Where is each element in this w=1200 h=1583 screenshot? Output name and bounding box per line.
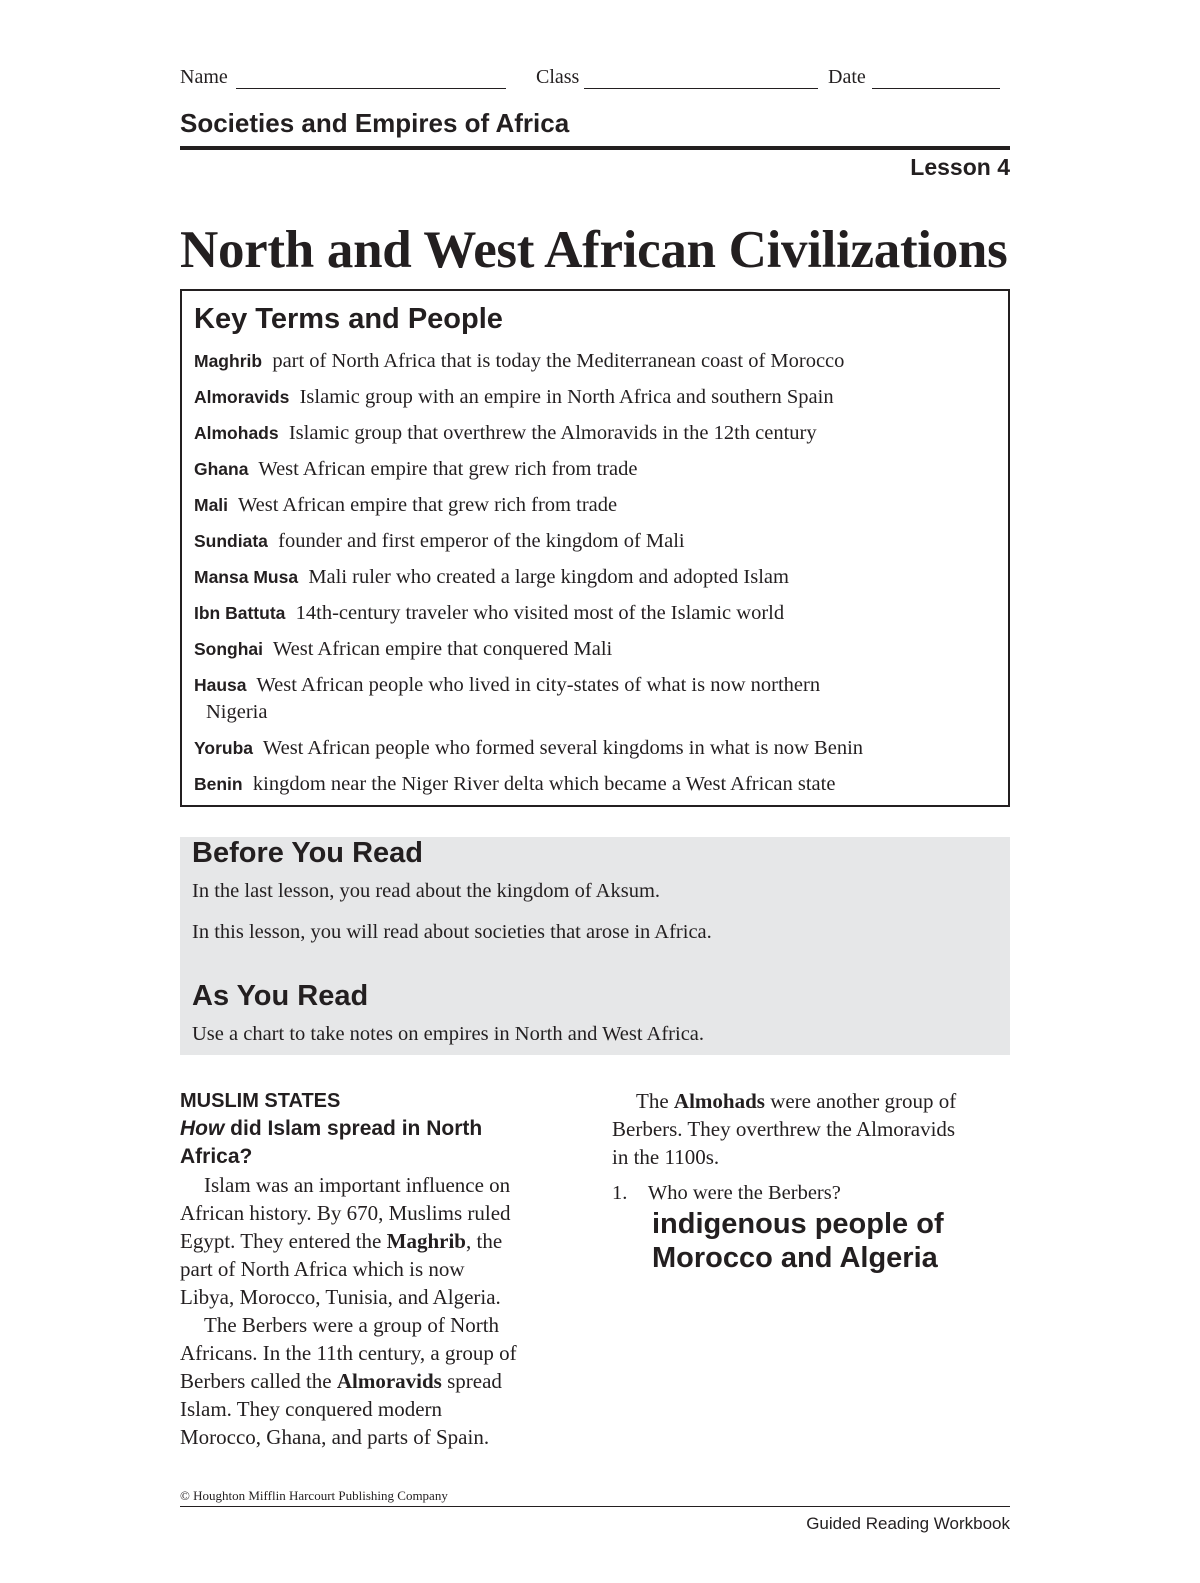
body-line: Libya, Morocco, Tunisia, and Algeria.: [180, 1285, 501, 1309]
body-line: Islam was an important influence on: [204, 1173, 511, 1197]
section-question: [180, 1115, 580, 1143]
before-you-read-line: In the last lesson, you read about the kingdom of Aksum.: [192, 880, 661, 902]
body-text: , the: [465, 1229, 503, 1253]
term-item: [194, 636, 994, 663]
term-name: Mansa Musa: [194, 567, 299, 587]
right-column: [612, 1087, 1012, 1275]
section-question-line2: Africa?: [180, 1145, 253, 1168]
question-item: [612, 1179, 1012, 1207]
body-line: [180, 1367, 580, 1395]
question-prompt: Who were the Berbers?: [647, 1182, 841, 1204]
class-label: Class: [536, 66, 580, 88]
header-rule: [180, 146, 1010, 150]
term-definition: Mali ruler who created a large kingdom and adopted Islam: [308, 566, 789, 588]
body-line: [180, 1227, 580, 1255]
term-maghrib: Maghrib: [386, 1229, 466, 1253]
workbook-label: Guided Reading Workbook: [806, 1514, 1010, 1533]
term-item: [194, 384, 994, 411]
unit-title: Societies and Empires of Africa: [180, 108, 570, 138]
term-item: [194, 600, 994, 627]
date-blank[interactable]: [872, 88, 1000, 89]
body-line: [612, 1087, 1012, 1115]
term-name: Almohads: [194, 423, 279, 443]
body-line: in the 1100s.: [612, 1145, 720, 1169]
body-line: The Berbers were a group of North: [204, 1313, 500, 1337]
term-name: Ghana: [194, 459, 249, 479]
before-you-read-line: In this lesson, you will read about societies that arose in Africa.: [192, 921, 712, 943]
left-column: [180, 1087, 580, 1451]
term-name: Benin: [194, 774, 243, 794]
term-definition: founder and first emperor of the kingdom of Mali: [278, 530, 685, 552]
term-name: Ibn Battuta: [194, 603, 286, 623]
key-terms-heading: Key Terms and People: [194, 303, 503, 335]
lesson-label: Lesson 4: [910, 154, 1010, 180]
term-definition: West African people who formed several kingdoms in what is now Benin: [262, 737, 864, 759]
body-text: The: [636, 1089, 674, 1113]
term-item: [194, 348, 994, 375]
term-name: Yoruba: [194, 738, 253, 758]
body-text: were another group of: [764, 1089, 957, 1113]
body-line: Africans. In the 11th century, a group of: [180, 1341, 517, 1365]
question-emphasis: How: [180, 1117, 225, 1140]
answer-line[interactable]: Morocco and Algeria: [652, 1242, 938, 1274]
term-definition: part of North Africa that is today the Mediterranean coast of Morocco: [272, 350, 845, 372]
term-almoravids: Almoravids: [336, 1369, 442, 1393]
name-label: Name: [180, 66, 228, 88]
question-number: 1.: [612, 1182, 628, 1204]
term-definition: West African empire that conquered Mali: [272, 638, 613, 660]
body-line: Berbers. They overthrew the Almoravids: [612, 1117, 956, 1141]
term-item: [194, 420, 994, 447]
as-you-read-heading: As You Read: [192, 980, 369, 1012]
term-definition: West African people who lived in city-states of what is now northern: [256, 674, 821, 696]
term-definition: West African empire that grew rich from trade: [237, 494, 618, 516]
term-item: [194, 735, 994, 762]
term-definition-continuation: Nigeria: [206, 701, 268, 723]
reading-guide-box: [180, 837, 1010, 1055]
body-line: Islam. They conquered modern: [180, 1397, 443, 1421]
term-name: Hausa: [194, 675, 247, 695]
student-info-line: [180, 66, 1010, 94]
date-label: Date: [828, 66, 866, 88]
body-line: African history. By 670, Muslims ruled: [180, 1201, 511, 1225]
term-name: Songhai: [194, 639, 264, 659]
term-item: [194, 492, 994, 519]
body-text: Egypt. They entered the: [180, 1229, 387, 1253]
term-item: [194, 771, 994, 798]
term-definition: 14th-century traveler who visited most of the Islamic world: [295, 602, 785, 624]
term-name: Mali: [194, 495, 229, 515]
section-heading: MUSLIM STATES: [180, 1090, 341, 1112]
copyright: © Houghton Mifflin Harcourt Publishing Company: [180, 1488, 448, 1503]
term-definition: Islamic group that overthrew the Almoravids in the 12th century: [288, 422, 817, 444]
as-you-read-text: Use a chart to take notes on empires in North and West Africa.: [192, 1023, 705, 1045]
term-name: Almoravids: [194, 387, 290, 407]
answer-line[interactable]: indigenous people of: [652, 1208, 944, 1240]
term-definition: kingdom near the Niger River delta which became a West African state: [252, 773, 836, 795]
term-name: Sundiata: [194, 531, 268, 551]
body-line: Morocco, Ghana, and parts of Spain.: [180, 1425, 490, 1449]
page-title: North and West African Civilizations: [180, 221, 1008, 279]
term-item: [194, 528, 994, 555]
name-blank[interactable]: [236, 88, 506, 89]
question-text: did Islam spread in North: [224, 1117, 483, 1140]
term-item: [194, 672, 994, 726]
body-text: Berbers called the: [180, 1369, 337, 1393]
term-almohads: Almohads: [673, 1089, 765, 1113]
class-blank[interactable]: [584, 88, 818, 89]
term-name: Maghrib: [194, 351, 263, 371]
key-terms-box: [180, 289, 1010, 807]
footer-rule: [180, 1506, 1010, 1507]
before-you-read-heading: Before You Read: [192, 837, 423, 869]
body-text: spread: [441, 1369, 502, 1393]
term-definition: West African empire that grew rich from trade: [258, 458, 638, 480]
term-definition: Islamic group with an empire in North Africa and southern Spain: [299, 386, 834, 408]
body-line: part of North Africa which is now: [180, 1257, 465, 1281]
term-item: [194, 564, 994, 591]
term-item: [194, 456, 994, 483]
